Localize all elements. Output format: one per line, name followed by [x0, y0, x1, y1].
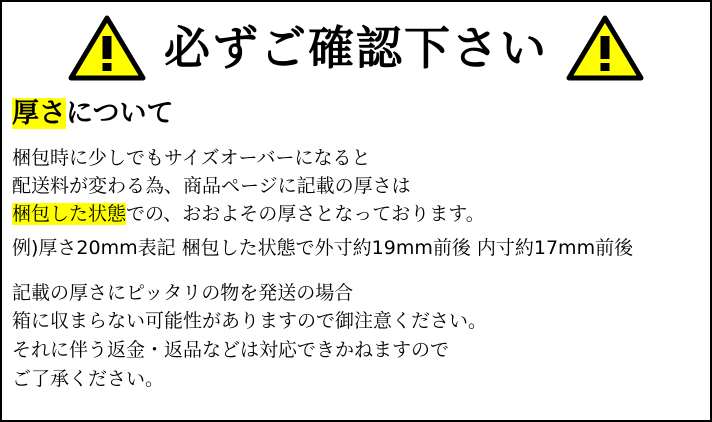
explanation-line-1: 梱包時に少しでもサイズオーバーになると	[12, 147, 371, 170]
warning-triangle-icon	[566, 14, 644, 82]
caution-explanation	[12, 279, 700, 395]
caution-line-2: 箱に収まらない可能性がありますので御注意ください。	[12, 310, 488, 333]
example-note: 例)厚さ20mm表記 梱包した状態で外寸約19mm前後 内寸約17mm前後	[12, 236, 634, 259]
notice-body	[2, 94, 710, 394]
section-heading	[12, 98, 700, 129]
caution-line-4: ご了承ください。	[12, 368, 165, 391]
caution-line-3: それに伴う返金・返品などは対応できかねますので	[12, 339, 450, 362]
thickness-explanation	[12, 145, 700, 229]
header-banner	[2, 2, 710, 94]
explanation-line-3-highlight: 梱包した状態	[12, 202, 127, 225]
explanation-line-3-rest: での、おおよその厚さとなっております。	[126, 202, 485, 225]
section-heading-rest: について	[66, 98, 174, 129]
warning-triangle-icon	[68, 14, 146, 82]
caution-line-1: 記載の厚さにピッタリの物を発送の場合	[12, 281, 354, 304]
explanation-line-3	[12, 201, 700, 229]
page-title: 必ずご確認下さい	[164, 21, 548, 75]
explanation-line-2: 配送料が変わる為、商品ページに記載の厚さは	[12, 174, 411, 197]
section-heading-highlight: 厚さ	[12, 98, 66, 129]
